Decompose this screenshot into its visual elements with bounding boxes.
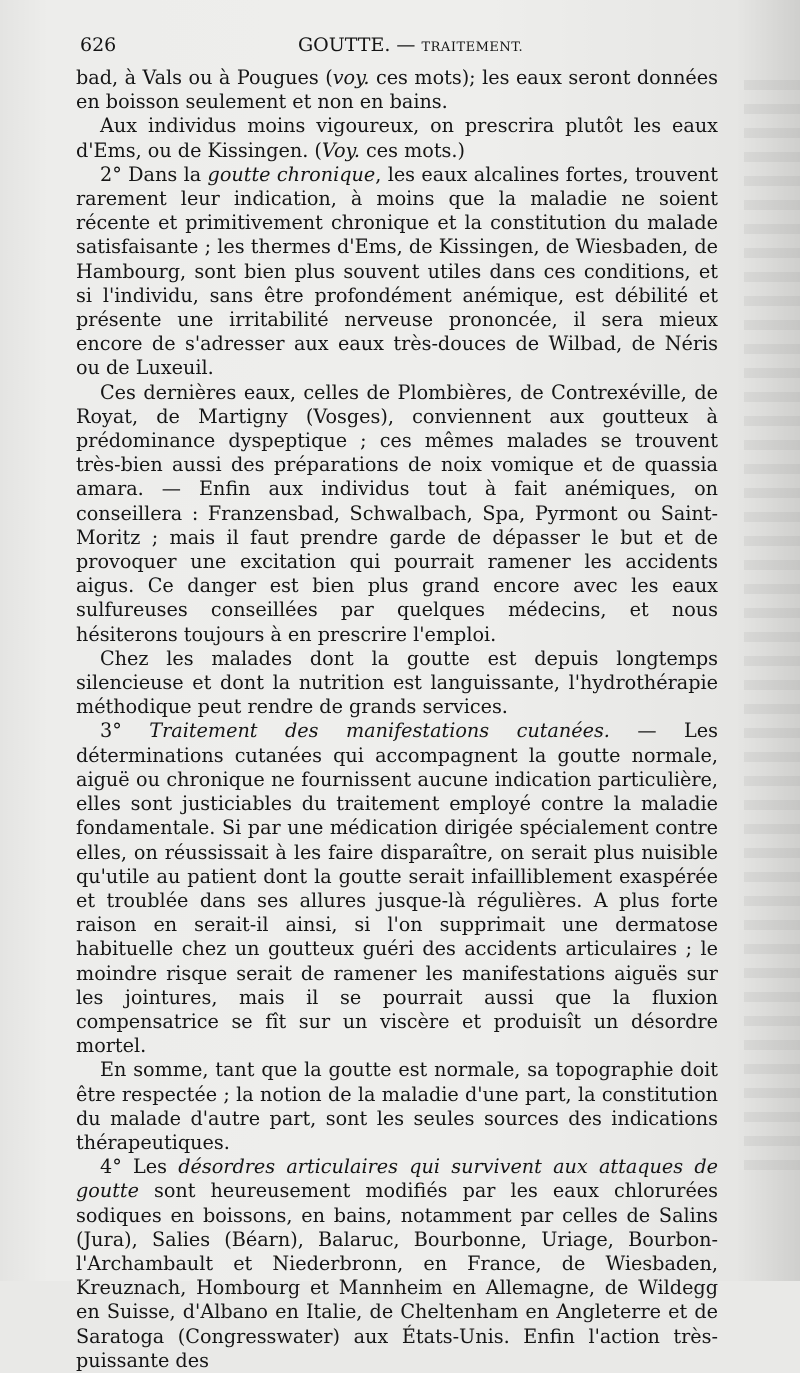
paragraph: [76, 114, 718, 162]
running-title-main: GOUTTE.: [298, 34, 391, 56]
italic-text: Traitement des manifestations cutanées.: [149, 719, 610, 743]
running-title-sub: TRAITEMENT.: [421, 40, 524, 55]
text-run: 3°: [100, 719, 150, 743]
text-run: En somme, tant que la goutte est normale, sa topographie doit être respectée ; la notion de la maladie d'une part, la constitution du malade d'autre part, sont les seules sources des indications thérapeutiques.: [76, 1058, 718, 1154]
page-number: 626: [80, 34, 117, 56]
paragraph: [76, 719, 718, 1058]
text-run: Aux individus moins vigoureux, on prescrira plutôt les eaux d'Ems, ou de Kissingen. (: [76, 114, 718, 162]
italic-text: Voy.: [321, 138, 360, 162]
italic-text: désordres articulaires qui survivent aux attaques de goutte: [76, 1155, 718, 1203]
text-run: , les eaux alcalines fortes, trouvent rarement leur indication, à moins que la maladie ne soient récente et primitivement chronique et la constitution du malade satisfaisante ; les thermes d'Ems, de Kissingen, de Wiesbaden, de Hambourg, sont bien plus souvent utiles dans ces conditions, et si l'individu, sans être profondément anémique, est débilité et présente une irritabilité nerveuse prononcée, il sera mieux encore de s'adresser aux eaux très-douces de Wilbad, de Néris ou de Luxeuil.: [76, 162, 719, 380]
text-run: bad, à Vals ou à Pougues (: [76, 66, 333, 89]
paragraph: [76, 381, 718, 647]
italic-text: voy.: [332, 66, 370, 89]
running-title-dash: —: [396, 34, 416, 56]
running-title: [298, 34, 523, 56]
text-run: sont heureusement modifiés par les eaux chlorurées sodiques en boissons, en bains, notamment par celles de Salins (Jura), Salies (Béarn), Balaruc, Bourbonne, Uriage, Bourbon-l'Archambault et Niederbronn, en France, de Wiesbaden, Kreuznach, Hombourg et Mannheim en Allemagne, de Wildegg en Suisse, d'Albano en Italie, de Cheltenham en Angleterre et de Saratoga (Congresswater) aux États-Unis. Enfin l'action très-puissante des: [76, 1179, 718, 1372]
text-run: ces mots.): [359, 138, 465, 162]
bleed-through-shadow: [744, 80, 800, 1180]
italic-text: goutte chronique: [207, 162, 376, 186]
text-run: Ces dernières eaux, celles de Plombières, de Contrexéville, de Royat, de Martigny (Vosges), conviennent aux goutteux à prédominance dyspeptique ; ces mêmes malades se trouvent très-bien aussi des préparations de noix vomique et de quassia amara. — Enfin aux individus tout à fait anémiques, on conseillera : Franzensbad, Schwalbach, Spa, Pyrmont ou Saint-Moritz ; mais il faut prendre garde de dépasser le but et de provoquer une excitation qui pourrait ramener les accidents aigus. Ce danger est bien plus grand encore avec les eaux sulfureuses conseillées par quelques médecins, et nous hésiterons toujours à en prescrire l'emploi.: [76, 380, 718, 646]
paragraph: [76, 647, 718, 720]
running-header: [80, 34, 720, 60]
body-text: [76, 66, 718, 1373]
paragraph: [76, 66, 718, 114]
paragraph: [76, 163, 718, 381]
text-run: 4° Les: [100, 1155, 179, 1179]
text-run: — Les déterminations cutanées qui accompagnent la goutte normale, aiguë ou chronique ne fournissent aucune indication particulière, elles sont justiciables du traitement employé contre la maladie fondamentale. Si par une médication dirigée spécialement contre elles, on réussissait à les faire disparaître, on serait plus nuisible qu'utile au patient dont la goutte serait infailliblement exaspérée et troublée dans ses allures jusque-là régulières. A plus forte raison en serait-il ainsi, si l'on supprimait une dermatose habituelle chez un goutteux guéri des accidents articulaires ; le moindre risque serait de ramener les manifestations aiguës sur les jointures, mais il se pourrait aussi que la fluxion compensatrice se fît sur un viscère et produisît un désordre mortel.: [76, 719, 718, 1058]
paragraph: [76, 1058, 718, 1155]
text-run: Chez les malades dont la goutte est depuis longtemps silencieuse et dont la nutrition est languissante, l'hydrothérapie méthodique peut rendre de grands services.: [76, 646, 718, 719]
text-run: 2° Dans la: [100, 162, 208, 186]
paragraph: [76, 1155, 718, 1373]
text-run: ces mots); les eaux seront données en boisson seulement et non en bains.: [76, 66, 718, 114]
